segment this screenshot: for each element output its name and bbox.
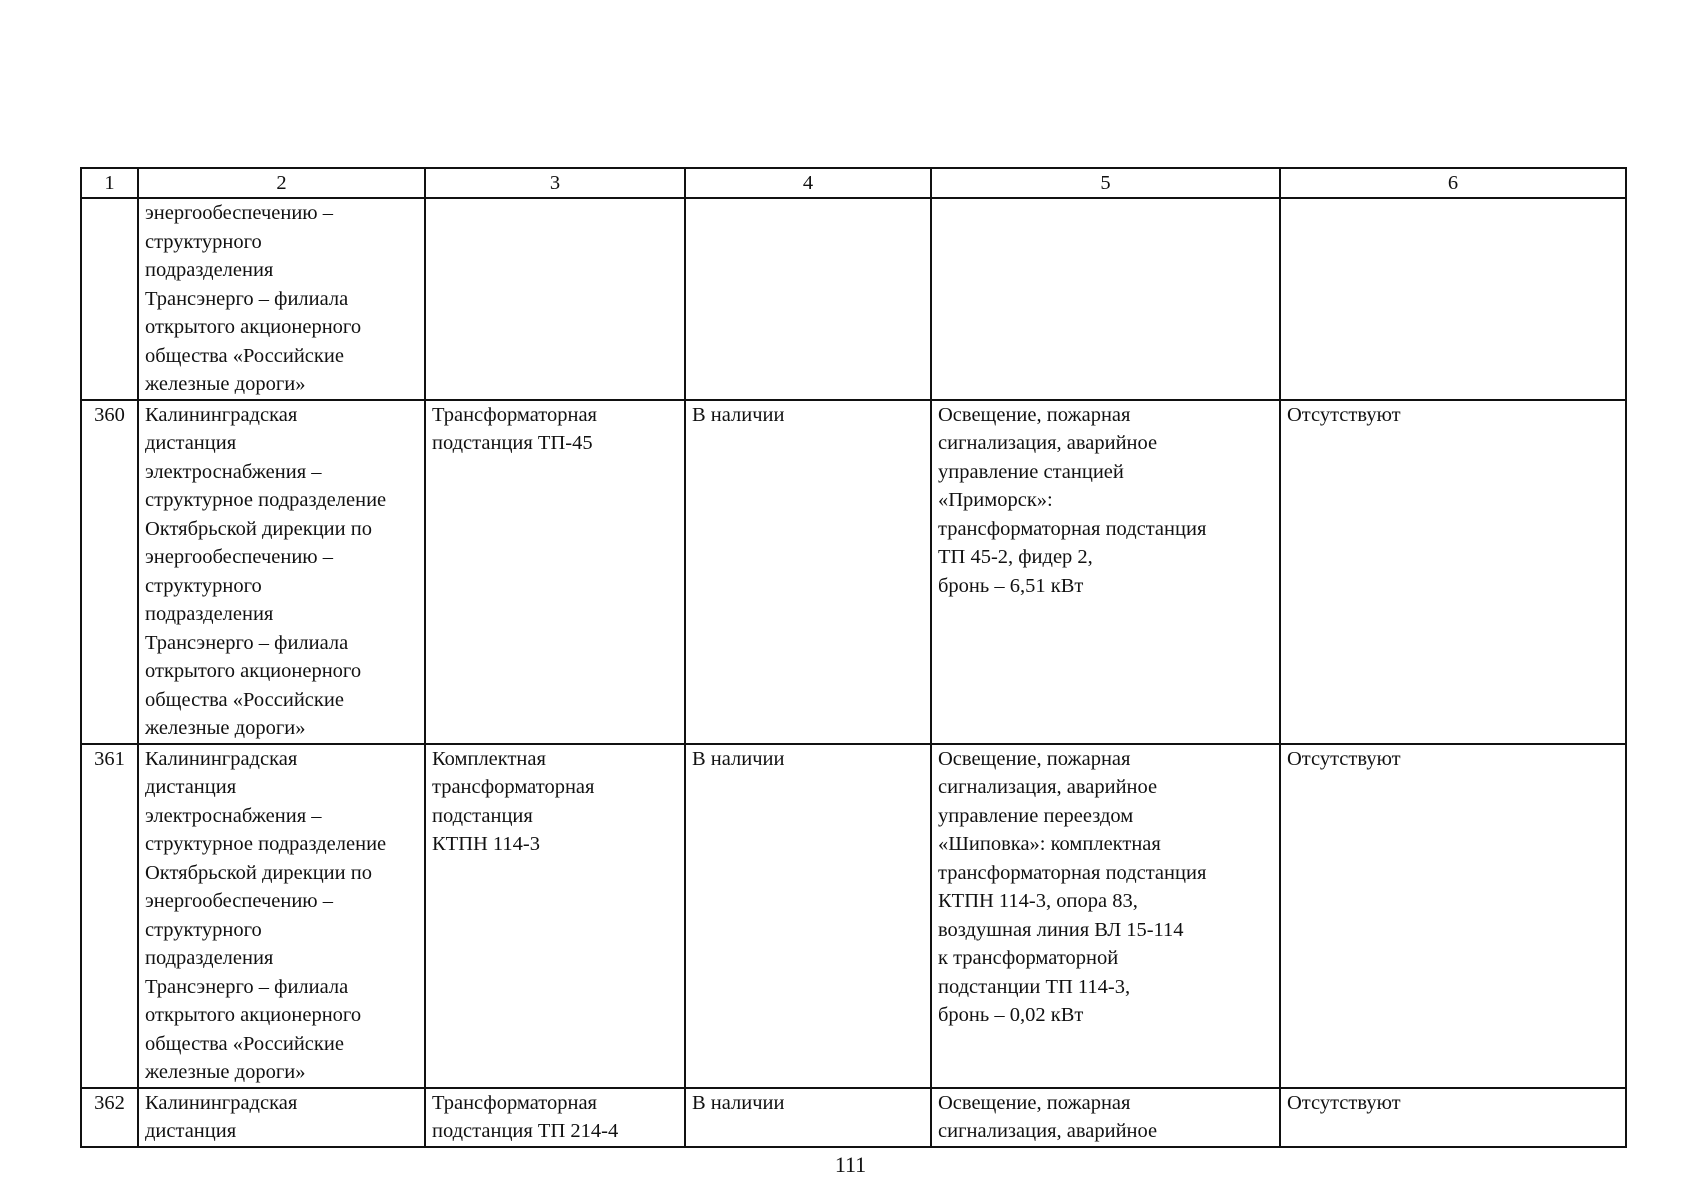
table-row [81, 1088, 1626, 1147]
column-header-3: 3 [425, 168, 685, 198]
availability-cell [685, 400, 931, 744]
row-number: 362 [94, 1091, 125, 1114]
details-cell [931, 1088, 1280, 1147]
column-header-6: 6 [1280, 168, 1626, 198]
details-cell [931, 744, 1280, 1088]
column-header-4: 4 [685, 168, 931, 198]
row-number-cell [81, 198, 138, 400]
object-cell [425, 1088, 685, 1147]
organization-text: Калининградская дистанция [145, 1091, 298, 1142]
remarks-text: Отсутствуют [1287, 1091, 1401, 1114]
header-row [81, 168, 1626, 198]
remarks-text: Отсутствуют [1287, 747, 1401, 770]
availability-text: В наличии [692, 1091, 785, 1114]
row-number-cell [81, 744, 138, 1088]
object-cell [425, 744, 685, 1088]
organization-text: Калининградская дистанция электроснабжения – структурное подразделение Октябрьской дирекции по энергообеспечению – структурного подразделения Трансэнерго – филиала открытого акционерного общества «Российские железные дороги» [145, 747, 387, 1083]
column-header-2: 2 [138, 168, 425, 198]
details-cell [931, 400, 1280, 744]
remarks-cell [1280, 744, 1626, 1088]
remarks-cell [1280, 198, 1626, 400]
row-number: 361 [94, 747, 125, 770]
column-header-1: 1 [81, 168, 138, 198]
object-text: Трансформаторная подстанция ТП-45 [432, 403, 597, 454]
object-cell [425, 400, 685, 744]
table-row [81, 400, 1626, 744]
availability-text: В наличии [692, 403, 785, 426]
availability-cell [685, 1088, 931, 1147]
availability-cell [685, 198, 931, 400]
object-text: Трансформаторная подстанция ТП 214-4 [432, 1091, 619, 1142]
organization-cell [138, 1088, 425, 1147]
availability-cell [685, 744, 931, 1088]
organization-cell [138, 198, 425, 400]
details-text: Освещение, пожарная сигнализация, аварийное [938, 1091, 1158, 1142]
row-number-cell [81, 1088, 138, 1147]
details-cell [931, 198, 1280, 400]
organization-cell [138, 744, 425, 1088]
remarks-cell [1280, 1088, 1626, 1147]
availability-text: В наличии [692, 747, 785, 770]
organization-text: энергообеспечению – структурного подразделения Трансэнерго – филиала открытого акционерного общества «Российские железные дороги» [145, 202, 362, 395]
row-number: 360 [94, 403, 125, 426]
remarks-text: Отсутствуют [1287, 403, 1401, 426]
organization-cell [138, 400, 425, 744]
page-number: 111 [834, 1152, 867, 1177]
object-text: Комплектная трансформаторная подстанция КТПН 114-3 [432, 747, 595, 855]
document-table [80, 167, 1627, 1148]
details-text: Освещение, пожарная сигнализация, аварийное управление станцией «Приморск»: трансформаторная подстанция ТП 45-2, фидер 2, бронь – 6,51 кВт [938, 403, 1207, 597]
column-header-5: 5 [931, 168, 1280, 198]
organization-text: Калининградская дистанция электроснабжения – структурное подразделение Октябрьской дирекции по энергообеспечению – структурного подразделения Трансэнерго – филиала открытого акционерного общества «Российские железные дороги» [145, 403, 387, 739]
remarks-cell [1280, 400, 1626, 744]
table-row-continuation [81, 198, 1626, 400]
details-text: Освещение, пожарная сигнализация, аварийное управление переездом «Шиповка»: комплектная трансформаторная подстанция КТПН 114-3, опора 83, воздушная линия ВЛ 15-114 к трансформаторной подстанции ТП 114-3, бронь – 0,02 кВт [938, 747, 1207, 1026]
table-row [81, 744, 1626, 1088]
object-cell [425, 198, 685, 400]
row-number-cell [81, 400, 138, 744]
